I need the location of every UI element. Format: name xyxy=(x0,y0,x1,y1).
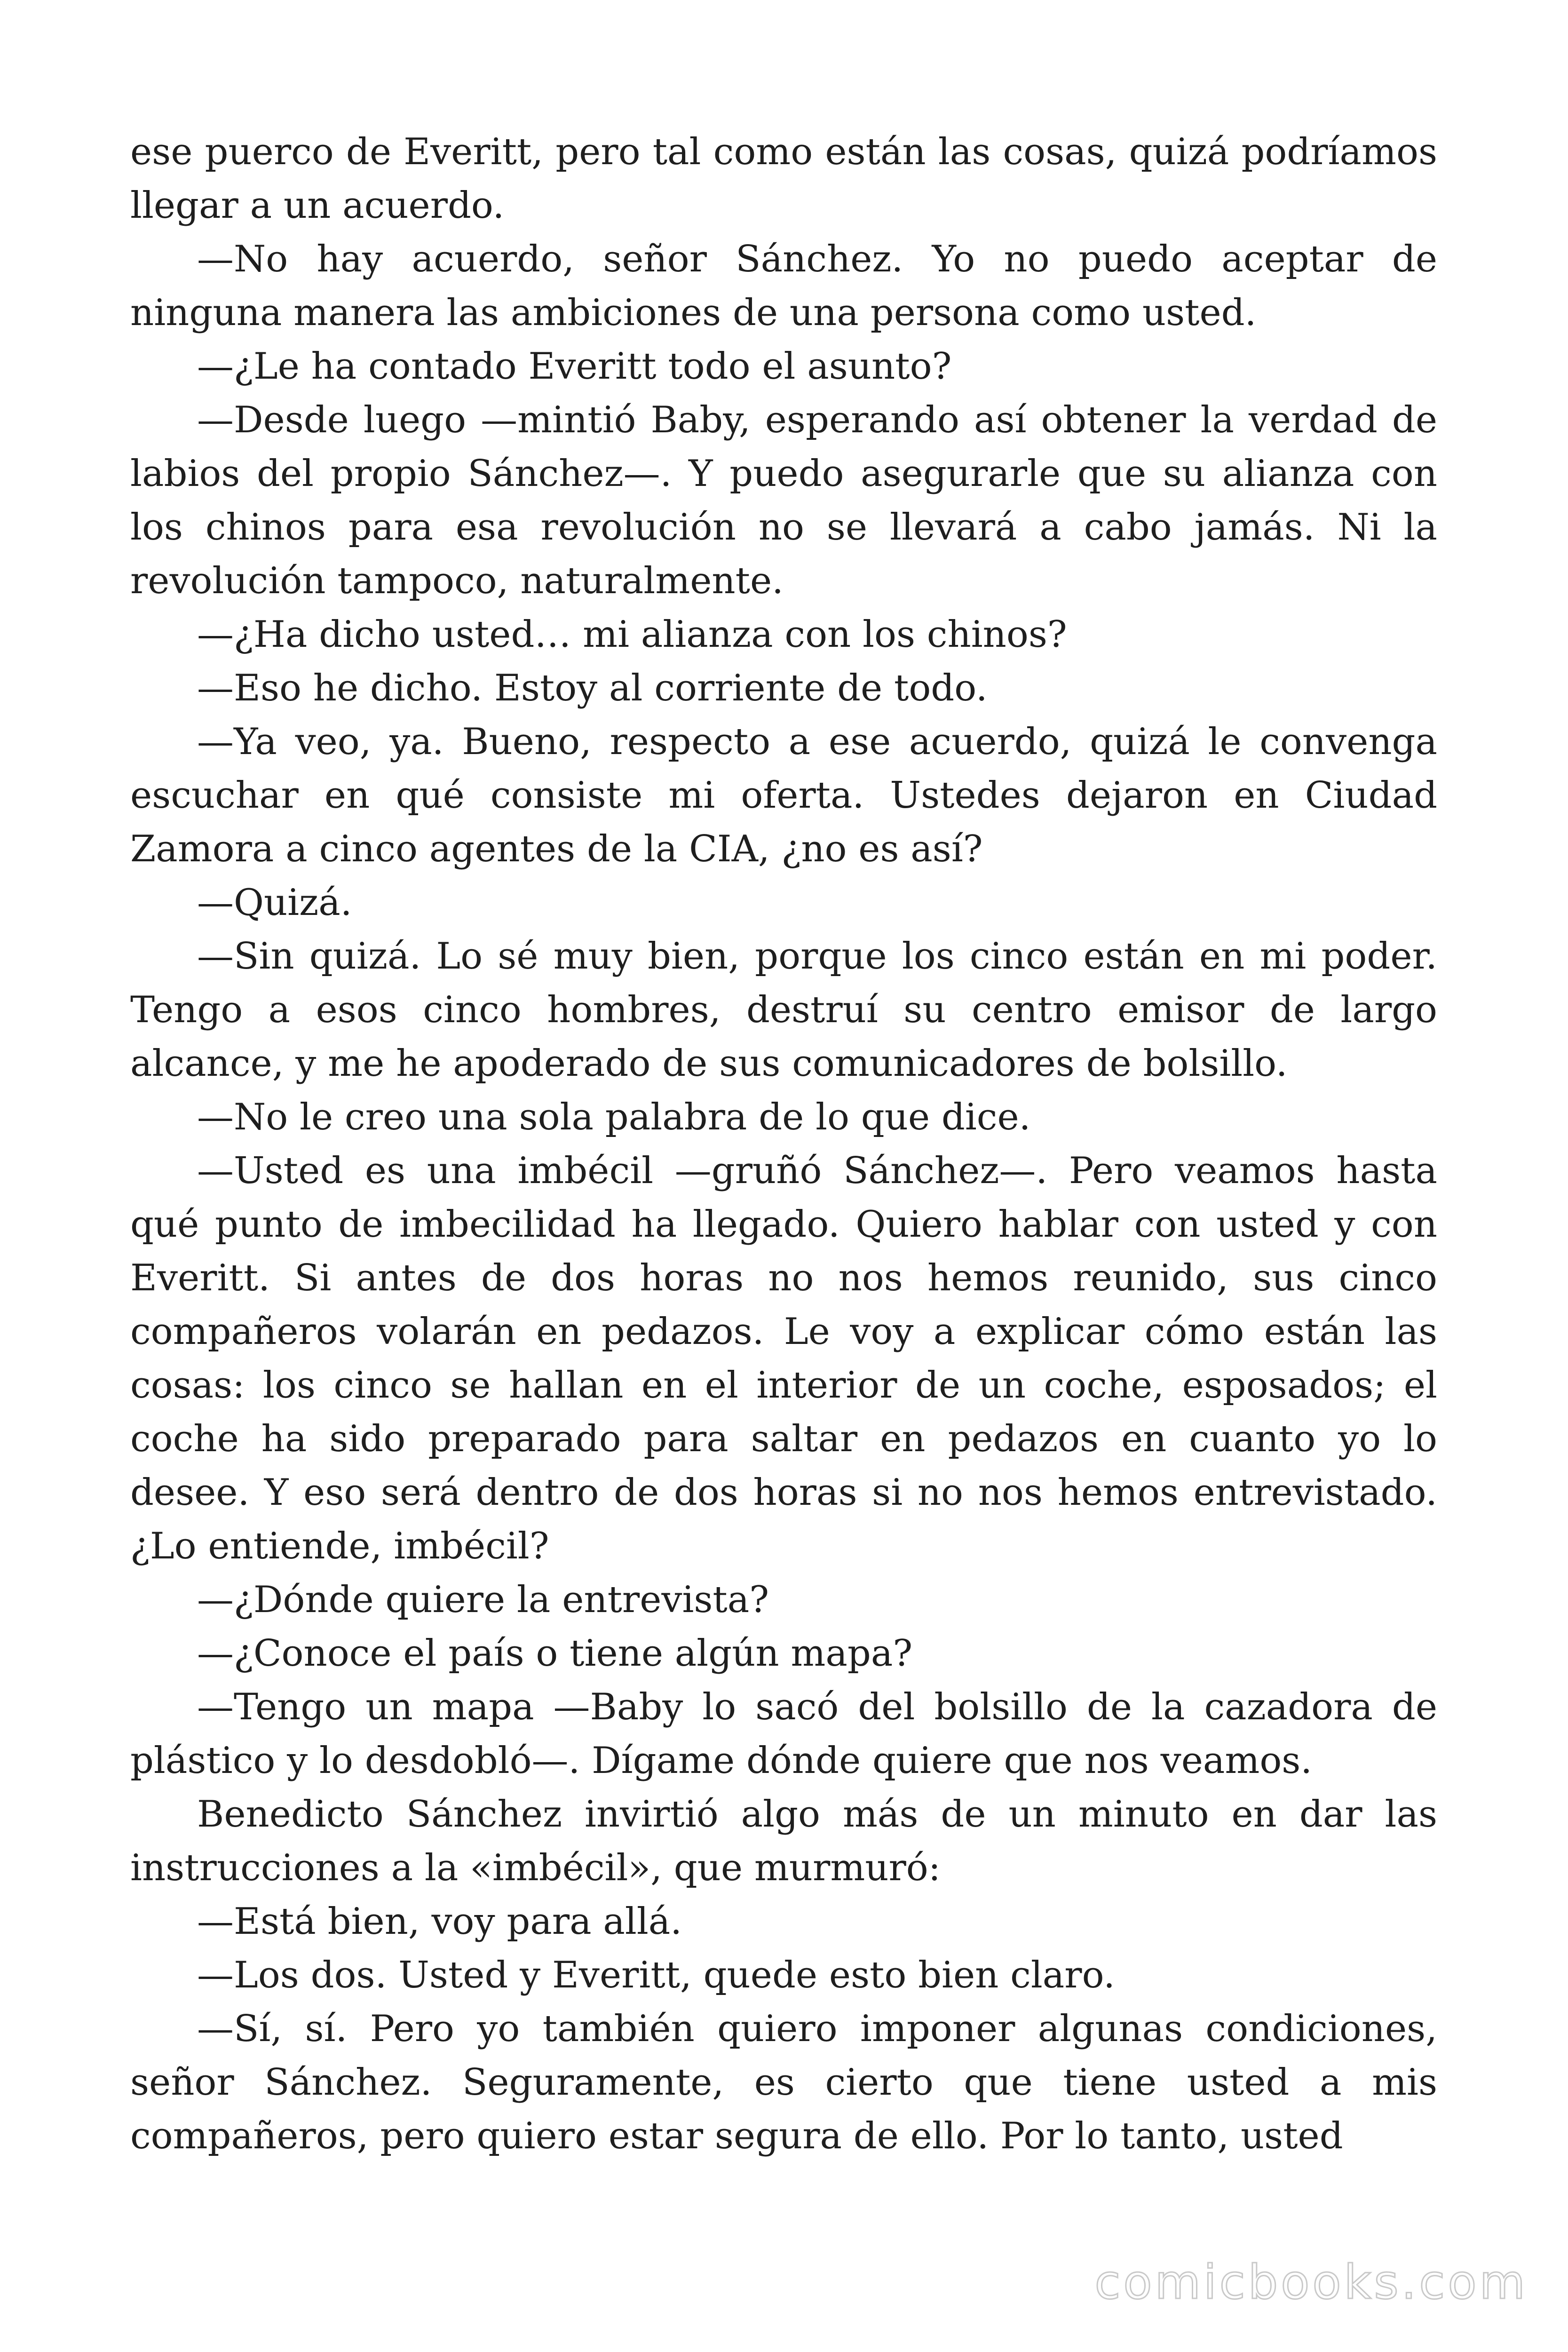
paragraph: —¿Dónde quiere la entrevista? xyxy=(197,1579,769,1621)
page-body xyxy=(130,125,1437,2163)
paragraph: —Sí, sí. Pero yo también quiero imponer algunas condiciones, señor Sánchez. Seguramente, es cierto que tiene usted a mis compañeros, pero quiero estar segura de ello. Por lo tanto, usted xyxy=(130,2008,1437,2157)
paragraph: —¿Le ha contado Everitt todo el asunto? xyxy=(197,345,952,388)
paragraph: ese puerco de Everitt, pero tal como están las cosas, quizá podríamos llegar a un acuerdo. xyxy=(130,131,1437,227)
paragraph: —Tengo un mapa —Baby lo sacó del bolsillo de la cazadora de plástico y lo desdobló—. Dígame dónde quiere que nos veamos. xyxy=(130,1686,1437,1782)
paragraph: —No hay acuerdo, señor Sánchez. Yo no puedo aceptar de ninguna manera las ambiciones de una persona como usted. xyxy=(130,238,1437,334)
paragraph: —Está bien, voy para allá. xyxy=(197,1900,682,1943)
paragraph: —No le creo una sola palabra de lo que dice. xyxy=(197,1096,1031,1138)
paragraph: —¿Ha dicho usted… mi alianza con los chinos? xyxy=(197,613,1067,656)
paragraph: —Quizá. xyxy=(197,882,352,924)
paragraph: —Eso he dicho. Estoy al corriente de todo. xyxy=(197,667,988,709)
watermark: comicbooks.com xyxy=(1094,2255,1528,2310)
paragraph: —Sin quizá. Lo sé muy bien, porque los cinco están en mi poder. Tengo a esos cinco hombres, destruí su centro emisor de largo alcance, y me he apoderado de sus comunicadores de bolsillo. xyxy=(130,935,1437,1085)
paragraph: —Ya veo, ya. Bueno, respecto a ese acuerdo, quizá le convenga escuchar en qué consiste mi oferta. Ustedes dejaron en Ciudad Zamora a cinco agentes de la CIA, ¿no es así? xyxy=(130,721,1437,870)
paragraph: Benedicto Sánchez invirtió algo más de un minuto en dar las instrucciones a la «imbécil», que murmuró: xyxy=(130,1793,1437,1889)
paragraph: —Desde luego —mintió Baby, esperando así obtener la verdad de labios del propio Sánchez—. Y puedo asegurarle que su alianza con los chinos para esa revolución no se llevará a cabo jamás. Ni la revolución tampoco, naturalmente. xyxy=(130,399,1437,602)
paragraph: —Los dos. Usted y Everitt, quede esto bien claro. xyxy=(197,1954,1115,1996)
paragraph: —Usted es una imbécil —gruñó Sánchez—. Pero veamos hasta qué punto de imbecilidad ha llegado. Quiero hablar con usted y con Everitt. Si antes de dos horas no nos hemos reunido, sus cinco compañeros volarán en pedazos. Le voy a explicar cómo están las cosas: los cinco se hallan en el interior de un coche, esposados; el coche ha sido preparado para saltar en pedazos en cuanto yo lo desee. Y eso será dentro de dos horas si no nos hemos entrevistado. ¿Lo entiende, imbécil? xyxy=(130,1150,1437,1567)
paragraph: —¿Conoce el país o tiene algún mapa? xyxy=(197,1632,913,1675)
